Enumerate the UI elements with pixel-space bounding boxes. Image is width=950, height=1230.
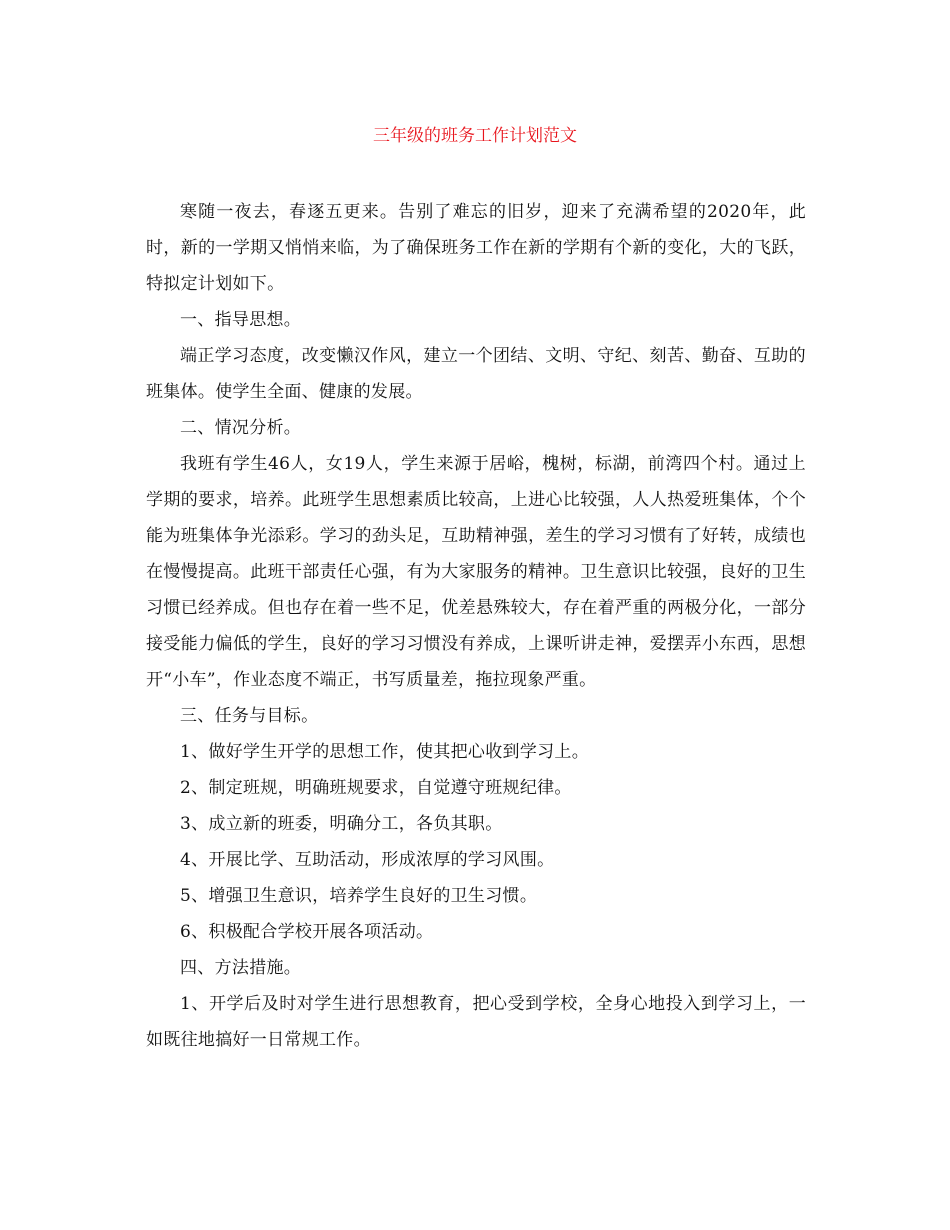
paragraph-guiding-ideology: 端正学习态度，改变懒汉作风，建立一个团结、文明、守纪、刻苦、勤奋、互助的班集体。使学生全面、健康的发展。 — [146, 346, 806, 402]
list-item-task-5: 5、增强卫生意识，培养学生良好的卫生习惯。 — [180, 886, 538, 906]
document-title: 三年级的班务工作计划范文 — [373, 126, 577, 146]
list-item-task-3: 3、成立新的班委，明确分工，各负其职。 — [180, 814, 503, 834]
heading-guiding-ideology: 一、指导思想。 — [180, 310, 302, 330]
document-body — [146, 194, 806, 1058]
list-item-task-2: 2、制定班规，明确班规要求，自觉遵守班规纪律。 — [180, 778, 572, 798]
list-item-task-4: 4、开展比学、互助活动，形成浓厚的学习风围。 — [180, 850, 555, 870]
list-item-task-6: 6、积极配合学校开展各项活动。 — [180, 922, 434, 942]
list-item-method-1: 1、开学后及时对学生进行思想教育，把心受到学校，全身心地投入到学习上，一如既往地搞好一日常规工作。 — [146, 994, 806, 1050]
paragraph-intro: 寒随一夜去，春逐五更来。告别了难忘的旧岁，迎来了充满希望的2020年，此时，新的一学期又悄悄来临，为了确保班务工作在新的学期有个新的变化，大的飞跃，特拟定计划如下。 — [146, 202, 806, 294]
heading-tasks-goals: 三、任务与目标。 — [180, 706, 319, 726]
paragraph-situation-analysis: 我班有学生46人，女19人，学生来源于居峪，槐树，标湖，前湾四个村。通过上学期的要求，培养。此班学生思想素质比较高，上进心比较强，人人热爱班集体，个个能为班集体争光添彩。学习的劲头足，互助精神强，差生的学习习惯有了好转，成绩也在慢慢提高。此班干部责任心强，有为大家服务的精神。卫生意识比较强，良好的卫生习惯已经养成。但也存在着一些不足，优差悬殊较大，存在着严重的两极分化，一部分接受能力偏低的学生，良好的学习习惯没有养成，上课听讲走神，爱摆弄小东西，思想开“小车”，作业态度不端正，书写质量差，拖拉现象严重。 — [146, 454, 806, 690]
heading-situation-analysis: 二、情况分析。 — [180, 418, 302, 438]
list-item-task-1: 1、做好学生开学的思想工作，使其把心收到学习上。 — [180, 742, 590, 762]
heading-methods: 四、方法措施。 — [180, 958, 302, 978]
